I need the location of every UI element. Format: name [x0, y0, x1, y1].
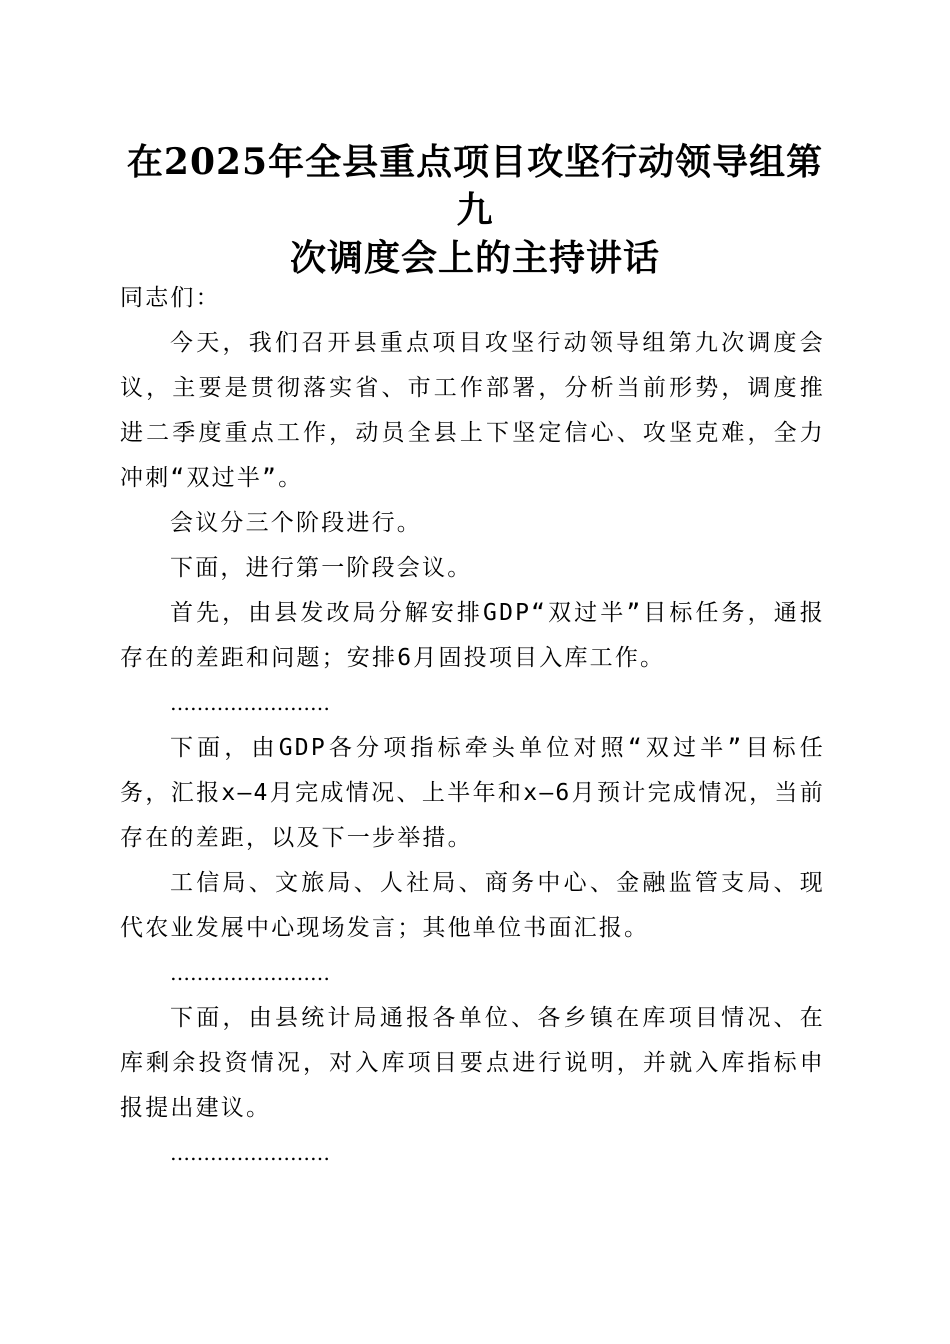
- salutation: 同志们：: [120, 285, 221, 311]
- title-line-1: 在2025年全县重点项目攻坚行动领导组第九: [126, 141, 824, 231]
- paragraph-opening: 今天，我们召开县重点项目攻坚行动领导组第九次调度会议，主要是贯彻落实省、市工作部署，分析当前形势，调度推进二季度重点工作，动员全县上下坚定信心、攻坚克难，全力冲刺“双过半”。: [120, 330, 825, 491]
- document-title: [110, 138, 840, 282]
- title-line-2: 次调度会上的主持讲话: [289, 237, 660, 279]
- paragraph-stage-one: 下面，进行第一阶段会议。: [170, 555, 473, 581]
- paragraph-gdp-report: 下面，由GDP各分项指标牵头单位对照“双过半”目标任务，汇报x—4月完成情况、上半年和x—6月预计完成情况，当前存在的差距，以及下一步举措。: [120, 735, 825, 851]
- paragraph-fagai: 首先，由县发改局分解安排GDP“双过半”目标任务，通报存在的差距和问题；安排6月固投项目入库工作。: [120, 600, 825, 671]
- paragraph-stages: 会议分三个阶段进行。: [170, 510, 422, 536]
- ellipsis-separator-3: ……………………: [170, 1141, 330, 1165]
- ellipsis-separator-1: ……………………: [170, 691, 330, 715]
- ellipsis-separator-2: ……………………: [170, 961, 330, 985]
- document-body: [120, 276, 825, 1176]
- paragraph-speakers: 工信局、文旅局、人社局、商务中心、金融监管支局、现代农业发展中心现场发言；其他单位书面汇报。: [120, 870, 825, 941]
- paragraph-statistics: 下面，由县统计局通报各单位、各乡镇在库项目情况、在库剩余投资情况，对入库项目要点进行说明，并就入库指标申报提出建议。: [120, 1005, 825, 1121]
